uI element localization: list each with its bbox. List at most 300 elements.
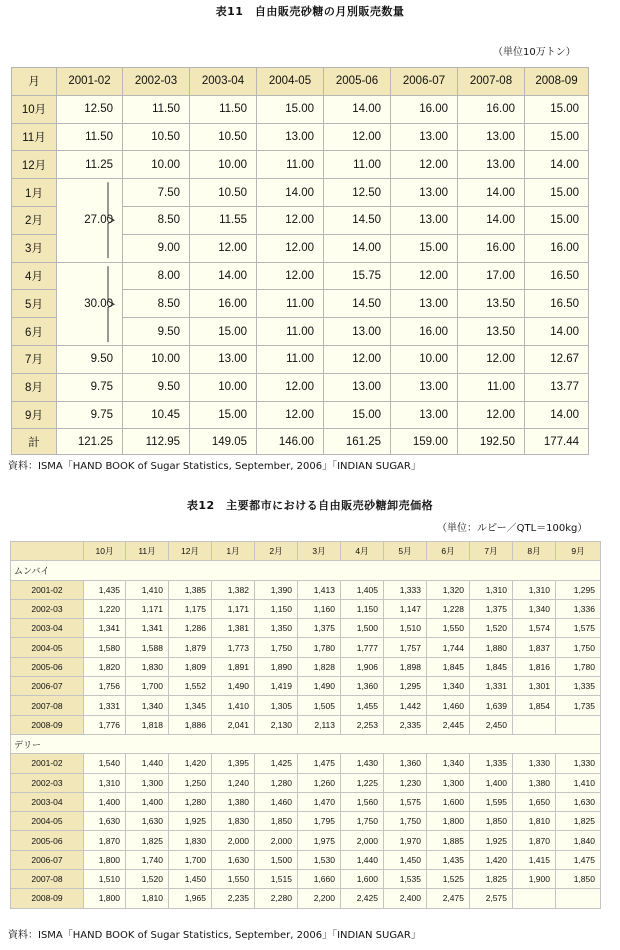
sales-value: 10.00 — [391, 345, 458, 373]
sales-value: 13.00 — [391, 401, 458, 429]
price-value: 1,500 — [341, 619, 384, 638]
price-value: 1,475 — [298, 754, 341, 773]
price-value: 2,280 — [255, 889, 298, 908]
wholesale-price-table — [10, 541, 601, 909]
price-value: 1,150 — [255, 599, 298, 618]
sales-value: 13.00 — [391, 290, 458, 318]
price-value: 1,435 — [427, 850, 470, 869]
price-row — [11, 696, 601, 715]
price-value: 1,650 — [513, 792, 556, 811]
price-value: 1,380 — [513, 773, 556, 792]
month-column-header: 12月 — [169, 542, 212, 561]
price-row — [11, 889, 601, 908]
price-value: 1,410 — [212, 696, 255, 715]
price-row — [11, 638, 601, 657]
season-column-header: 2005-06 — [324, 68, 391, 96]
sales-value: 12.50 — [57, 95, 123, 123]
season-column-header: 2008-09 — [525, 68, 589, 96]
sales-value: 11.50 — [57, 123, 123, 151]
price-value: 1,630 — [212, 850, 255, 869]
price-value: 1,780 — [556, 657, 601, 676]
city-row — [11, 734, 601, 753]
price-value: 1,350 — [255, 619, 298, 638]
price-row — [11, 831, 601, 850]
sales-value: 15.00 — [257, 95, 324, 123]
price-value: 1,230 — [384, 773, 427, 792]
sales-value: 13.00 — [391, 206, 458, 234]
price-value: 1,300 — [126, 773, 169, 792]
month-label: 10月 — [12, 95, 57, 123]
price-value: 1,500 — [255, 850, 298, 869]
sales-value: 13.50 — [458, 290, 525, 318]
price-value: 1,375 — [470, 599, 513, 618]
month-column-header: 4月 — [341, 542, 384, 561]
season-column-header: 2001-02 — [57, 68, 123, 96]
sales-value: 10.50 — [190, 179, 257, 207]
price-value: 1,595 — [470, 792, 513, 811]
price-value: 1,295 — [556, 580, 601, 599]
sales-value: 12.00 — [458, 401, 525, 429]
price-value: 1,845 — [427, 657, 470, 676]
price-value: 2,200 — [298, 889, 341, 908]
sales-value: 16.00 — [458, 234, 525, 262]
price-value: 1,795 — [298, 812, 341, 831]
table11-unit: （単位10万トン） — [493, 47, 576, 58]
price-value: 2,000 — [341, 831, 384, 850]
price-value: 1,300 — [427, 773, 470, 792]
sales-value: 9.75 — [57, 401, 123, 429]
price-value: 1,420 — [470, 850, 513, 869]
sales-value: 15.00 — [525, 95, 589, 123]
sales-value: 11.00 — [458, 373, 525, 401]
price-value: 1,575 — [384, 792, 427, 811]
price-value: 1,375 — [298, 619, 341, 638]
sales-value: 16.00 — [391, 318, 458, 346]
price-value: 1,382 — [212, 580, 255, 599]
season-label: 2006-07 — [11, 677, 84, 696]
price-value: 1,820 — [84, 657, 126, 676]
price-value: 1,286 — [169, 619, 212, 638]
sales-value: 14.00 — [525, 151, 589, 179]
sales-value: 16.00 — [391, 95, 458, 123]
month-row — [12, 345, 589, 373]
price-value: 1,400 — [470, 773, 513, 792]
price-value: 1,600 — [427, 792, 470, 811]
price-value: 1,335 — [556, 677, 601, 696]
price-value: 1,850 — [470, 812, 513, 831]
price-value: 1,171 — [212, 599, 255, 618]
sales-value: 10.00 — [190, 151, 257, 179]
price-row — [11, 850, 601, 869]
price-value: 1,520 — [126, 870, 169, 889]
sales-value: 10.50 — [123, 123, 190, 151]
price-value: 1,150 — [341, 599, 384, 618]
city-name: デリー — [11, 734, 601, 753]
price-row — [11, 715, 601, 734]
month-label: 8月 — [12, 373, 57, 401]
price-value: 1,800 — [427, 812, 470, 831]
price-value: 1,395 — [212, 754, 255, 773]
table11-source: 資料：ISMA「HAND BOOK of Sugar Statistics, September, 2006」「INDIAN SUGAR」 — [8, 461, 421, 472]
sales-value: 161.25 — [324, 429, 391, 455]
price-value: 1,400 — [126, 792, 169, 811]
price-value: 1,413 — [298, 580, 341, 599]
price-row — [11, 580, 601, 599]
price-value: 1,510 — [84, 870, 126, 889]
season-label: 2004-05 — [11, 638, 84, 657]
season-column-header: 2007-08 — [458, 68, 525, 96]
sales-value: 13.00 — [391, 123, 458, 151]
sales-value: 149.05 — [190, 429, 257, 455]
price-value: 1,505 — [298, 696, 341, 715]
table12-title: 表12 主要都市における自由販売砂糖卸売価格 — [186, 499, 434, 512]
table11-title: 表11 自由販売砂糖の月別販売数量 — [215, 5, 405, 18]
price-value: 1,580 — [84, 638, 126, 657]
price-value: 2,000 — [212, 831, 255, 850]
price-value: 1,171 — [126, 599, 169, 618]
price-value: 1,460 — [255, 792, 298, 811]
month-row — [12, 373, 589, 401]
price-value: 1,330 — [513, 754, 556, 773]
sales-value: 13.00 — [324, 318, 391, 346]
price-value: 1,965 — [169, 889, 212, 908]
price-value: 1,700 — [169, 850, 212, 869]
price-value: 1,335 — [470, 754, 513, 773]
sales-value: 10.45 — [123, 401, 190, 429]
price-value: 1,886 — [169, 715, 212, 734]
season-label: 2003-04 — [11, 792, 84, 811]
price-value: 2,253 — [341, 715, 384, 734]
sales-value: 11.00 — [324, 151, 391, 179]
price-value — [513, 715, 556, 734]
price-value: 1,830 — [126, 657, 169, 676]
season-label: 2008-09 — [11, 889, 84, 908]
month-column-header: 10月 — [84, 542, 126, 561]
price-value: 1,744 — [427, 638, 470, 657]
price-value: 1,925 — [169, 812, 212, 831]
sales-value: 16.00 — [525, 234, 589, 262]
price-value: 1,160 — [298, 599, 341, 618]
month-label: 4月 — [12, 262, 57, 290]
month-label: 6月 — [12, 318, 57, 346]
price-value: 1,525 — [427, 870, 470, 889]
price-value: 1,440 — [126, 754, 169, 773]
price-value: 1,450 — [169, 870, 212, 889]
total-row — [12, 429, 589, 455]
month-column-header: 11月 — [126, 542, 169, 561]
sales-value: 7.50 — [123, 179, 190, 207]
price-value: 1,220 — [84, 599, 126, 618]
month-label: 5月 — [12, 290, 57, 318]
price-value: 1,250 — [169, 773, 212, 792]
month-label: 計 — [12, 429, 57, 455]
sales-value: 15.00 — [525, 179, 589, 207]
month-column-header: 7月 — [470, 542, 513, 561]
price-value: 1,850 — [255, 812, 298, 831]
sales-value: 11.50 — [190, 95, 257, 123]
price-value: 1,900 — [513, 870, 556, 889]
month-row — [12, 262, 589, 290]
sales-value: 15.00 — [391, 234, 458, 262]
price-value: 2,113 — [298, 715, 341, 734]
sales-value: 13.00 — [324, 373, 391, 401]
price-value: 2,130 — [255, 715, 298, 734]
price-value: 1,333 — [384, 580, 427, 599]
sales-value: 11.55 — [190, 206, 257, 234]
sales-value: 13.50 — [458, 318, 525, 346]
sales-value: 12.00 — [190, 234, 257, 262]
price-value: 1,455 — [341, 696, 384, 715]
sales-value: 14.00 — [525, 318, 589, 346]
season-label: 2002-03 — [11, 773, 84, 792]
price-value: 1,906 — [341, 657, 384, 676]
price-value: 1,520 — [470, 619, 513, 638]
month-row — [12, 95, 589, 123]
month-label: 7月 — [12, 345, 57, 373]
price-value: 1,340 — [513, 599, 556, 618]
sales-value: 11.50 — [123, 95, 190, 123]
price-value: 2,445 — [427, 715, 470, 734]
sales-value: 12.00 — [391, 151, 458, 179]
price-value: 1,575 — [556, 619, 601, 638]
month-column-header: 3月 — [298, 542, 341, 561]
month-label: 12月 — [12, 151, 57, 179]
sales-value: 16.50 — [525, 262, 589, 290]
month-label: 3月 — [12, 234, 57, 262]
price-value: 2,450 — [470, 715, 513, 734]
price-value: 1,460 — [427, 696, 470, 715]
price-value: 1,435 — [84, 580, 126, 599]
season-column-header: 2004-05 — [257, 68, 324, 96]
price-value: 1,475 — [556, 850, 601, 869]
price-value: 2,041 — [212, 715, 255, 734]
price-value: 1,331 — [84, 696, 126, 715]
season-label: 2004-05 — [11, 812, 84, 831]
sales-value: 14.00 — [190, 262, 257, 290]
price-value: 1,390 — [255, 580, 298, 599]
price-value: 1,410 — [556, 773, 601, 792]
price-row — [11, 657, 601, 676]
price-row — [11, 599, 601, 618]
price-value: 1,225 — [341, 773, 384, 792]
sales-value: 15.00 — [525, 123, 589, 151]
sales-value: 10.00 — [123, 345, 190, 373]
sales-value: 146.00 — [257, 429, 324, 455]
price-value: 1,515 — [255, 870, 298, 889]
month-column-header: 月 — [12, 68, 57, 96]
price-value: 1,809 — [169, 657, 212, 676]
price-value: 1,756 — [84, 677, 126, 696]
sales-value: 14.00 — [324, 234, 391, 262]
season-label: 2002-03 — [11, 599, 84, 618]
price-value: 1,740 — [126, 850, 169, 869]
price-value: 1,700 — [126, 677, 169, 696]
sales-value: 10.50 — [190, 123, 257, 151]
price-value: 1,870 — [84, 831, 126, 850]
price-value: 1,301 — [513, 677, 556, 696]
price-value: 1,341 — [126, 619, 169, 638]
price-value: 1,757 — [384, 638, 427, 657]
price-value: 1,330 — [556, 754, 601, 773]
sales-value: 9.00 — [123, 234, 190, 262]
price-value: 1,419 — [255, 677, 298, 696]
price-value: 1,828 — [298, 657, 341, 676]
sales-value: 9.50 — [123, 318, 190, 346]
sales-value: 12.00 — [391, 262, 458, 290]
sales-value: 14.50 — [324, 290, 391, 318]
price-value: 1,280 — [169, 792, 212, 811]
price-value: 1,175 — [169, 599, 212, 618]
price-value: 1,430 — [341, 754, 384, 773]
sales-value: 12.00 — [257, 401, 324, 429]
month-column-header: 6月 — [427, 542, 470, 561]
sales-value: 12.00 — [458, 345, 525, 373]
price-value: 1,228 — [427, 599, 470, 618]
price-value: 1,854 — [513, 696, 556, 715]
sales-value: 121.25 — [57, 429, 123, 455]
price-value: 1,340 — [126, 696, 169, 715]
price-value: 1,780 — [298, 638, 341, 657]
price-value: 2,400 — [384, 889, 427, 908]
price-value: 1,336 — [556, 599, 601, 618]
price-value: 1,850 — [556, 870, 601, 889]
sales-value: 12.00 — [257, 373, 324, 401]
price-value: 1,385 — [169, 580, 212, 599]
city-name: ムンバイ — [11, 561, 601, 580]
season-label: 2008-09 — [11, 715, 84, 734]
price-value: 2,000 — [255, 831, 298, 850]
price-value: 1,147 — [384, 599, 427, 618]
price-value: 1,310 — [470, 580, 513, 599]
month-label: 9月 — [12, 401, 57, 429]
month-column-header: 8月 — [513, 542, 556, 561]
season-label: 2001-02 — [11, 754, 84, 773]
price-value: 1,639 — [470, 696, 513, 715]
price-value: 1,830 — [169, 831, 212, 850]
price-value: 1,260 — [298, 773, 341, 792]
price-value: 2,335 — [384, 715, 427, 734]
price-row — [11, 870, 601, 889]
price-value: 1,600 — [341, 870, 384, 889]
month-label: 11月 — [12, 123, 57, 151]
price-row — [11, 812, 601, 831]
sales-value: 12.00 — [324, 345, 391, 373]
price-value: 1,490 — [212, 677, 255, 696]
price-value: 1,574 — [513, 619, 556, 638]
price-value: 1,818 — [126, 715, 169, 734]
sales-value: 13.00 — [190, 345, 257, 373]
month-label: 2月 — [12, 206, 57, 234]
season-label: 2007-08 — [11, 870, 84, 889]
price-value: 1,540 — [84, 754, 126, 773]
month-row — [12, 179, 589, 207]
price-value: 1,470 — [298, 792, 341, 811]
price-value: 1,825 — [556, 812, 601, 831]
price-value: 1,341 — [84, 619, 126, 638]
sales-value: 16.00 — [190, 290, 257, 318]
sales-value: 14.00 — [257, 179, 324, 207]
price-value: 1,442 — [384, 696, 427, 715]
sales-value: 13.00 — [391, 179, 458, 207]
sales-value: 159.00 — [391, 429, 458, 455]
price-value: 1,773 — [212, 638, 255, 657]
sales-value: 13.00 — [391, 373, 458, 401]
price-value: 1,320 — [427, 580, 470, 599]
season-label: 2007-08 — [11, 696, 84, 715]
price-value: 1,750 — [341, 812, 384, 831]
price-value — [513, 889, 556, 908]
sales-value: 9.75 — [57, 373, 123, 401]
sales-value: 112.95 — [123, 429, 190, 455]
sales-value: 15.00 — [324, 401, 391, 429]
price-value: 1,776 — [84, 715, 126, 734]
sales-value: 12.00 — [257, 206, 324, 234]
price-value: 2,575 — [470, 889, 513, 908]
sales-value: 10.00 — [190, 373, 257, 401]
price-value: 1,535 — [384, 870, 427, 889]
price-value: 1,310 — [84, 773, 126, 792]
price-value: 1,750 — [384, 812, 427, 831]
price-value: 2,475 — [427, 889, 470, 908]
price-value: 1,410 — [126, 580, 169, 599]
sales-value: 13.00 — [458, 151, 525, 179]
price-value: 1,552 — [169, 677, 212, 696]
price-value: 1,800 — [84, 850, 126, 869]
sales-value: 16.00 — [458, 95, 525, 123]
sales-value: 12.50 — [324, 179, 391, 207]
sales-value: 15.75 — [324, 262, 391, 290]
sales-value: 15.00 — [525, 206, 589, 234]
price-value: 1,490 — [298, 677, 341, 696]
price-value: 1,830 — [212, 812, 255, 831]
price-value: 1,800 — [84, 889, 126, 908]
season-label: 2005-06 — [11, 831, 84, 850]
price-row — [11, 754, 601, 773]
price-value: 2,235 — [212, 889, 255, 908]
price-value: 1,280 — [255, 773, 298, 792]
price-value: 1,450 — [384, 850, 427, 869]
price-value: 1,898 — [384, 657, 427, 676]
price-value: 1,588 — [126, 638, 169, 657]
month-row — [12, 151, 589, 179]
month-column-header: 1月 — [212, 542, 255, 561]
month-column-header: 5月 — [384, 542, 427, 561]
price-row — [11, 619, 601, 638]
table12-source: 資料：ISMA「HAND BOOK of Sugar Statistics, September, 2006」「INDIAN SUGAR」 — [8, 930, 421, 941]
sales-value: 14.00 — [458, 206, 525, 234]
price-value: 1,360 — [384, 754, 427, 773]
sales-value: 8.00 — [123, 262, 190, 290]
merged-quarter-cell — [57, 179, 123, 262]
price-value: 1,885 — [427, 831, 470, 850]
sales-value: 14.00 — [458, 179, 525, 207]
price-value: 1,405 — [341, 580, 384, 599]
price-value: 1,810 — [513, 812, 556, 831]
price-value: 1,845 — [470, 657, 513, 676]
monthly-sales-table — [11, 67, 589, 455]
season-column-header: 2002-03 — [123, 68, 190, 96]
price-value: 1,660 — [298, 870, 341, 889]
sales-value: 13.77 — [525, 373, 589, 401]
sales-value: 12.67 — [525, 345, 589, 373]
price-value: 1,331 — [470, 677, 513, 696]
sales-value: 14.50 — [324, 206, 391, 234]
sales-value: 12.00 — [257, 234, 324, 262]
sales-value: 9.50 — [123, 373, 190, 401]
sales-value: 17.00 — [458, 262, 525, 290]
month-column-header: 9月 — [556, 542, 601, 561]
price-value: 1,310 — [513, 580, 556, 599]
